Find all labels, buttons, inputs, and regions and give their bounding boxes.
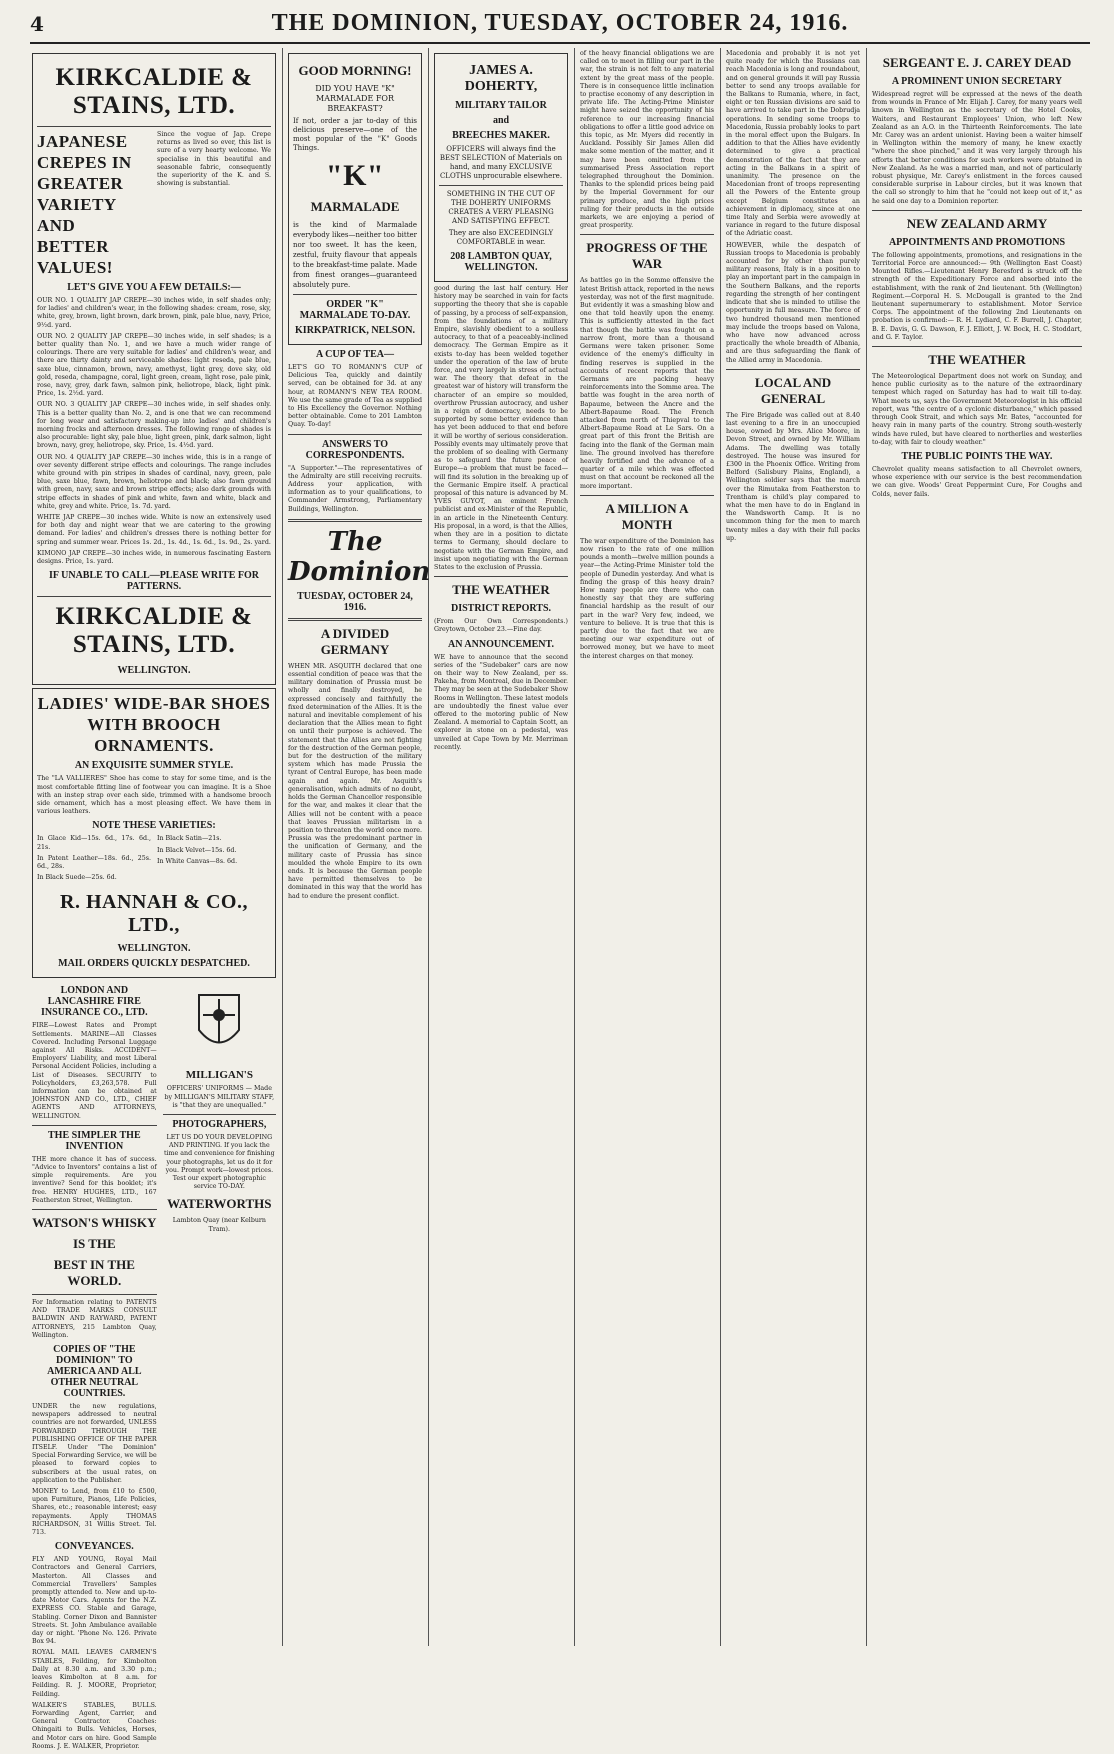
shoe-variety: In Patent Leather—18s. 6d., 25s. 6d., 28s.	[37, 854, 151, 870]
million-text: The war expenditure of the Dominion has now risen to the rate of one million pounds a month—twelve million pounds a year—the Acting-Prime Minister told the people of Dunedin yesterday. And what is finding the grasp of this heavy drain? How many people are there who can honestly say that they are suffering financial hardship as the result of our part in the war? Very few, indeed, we venture to believe. It is true that this is partly due to the fact that we are meeting our war expenditure out of borrowed money, but we have to meet the interest charges on that money.	[580, 537, 714, 660]
tailor-address: 208 LAMBTON QUAY, WELLINGTON.	[450, 251, 552, 273]
morning-question: DID YOU HAVE "K" MARMALADE FOR BREAKFAST?	[315, 84, 395, 113]
column-rule	[282, 48, 283, 1646]
photographers-text: LET US DO YOUR DEVELOPING AND PRINTING. If you lack the time and convenience for finishing your photographs, let us do it for you. Prompt work—lowest prices. Test our expert photographic service TO-DAY.	[164, 1133, 275, 1191]
crepes-intro: Since the vogue of Jap. Crepe returns as lived so ever, this list is sure of a very hearty welcome. We specialise in this beautiful and seasonable fabric, consequently the superiority of the K. and S. showing is substantial.	[157, 131, 271, 188]
hannah-location: WELLINGTON.	[117, 943, 191, 955]
article-body: Macedonia and probably it is not yet quite ready for which the Russians can reach Macedonia is long and roundabout, and on general grounds it will pay Russia better to send any troops available for the Balkans to Rumania, where, in fact, eight or ten Russian divisions are said to have arrived to take part in the Dobrudja operations. In sending some troops to Macedonia, Russia probably looks to part in the moral effect upon the Bulgars. In addition to that the Allies have evidently determined to give a practical demonstration of the fact that they are acting in the Balkans in a spirit of unanimity. The presence on the Macedonian front of troops representing all the Powers of the Entente group except Belgium constitutes an achievement in diplomacy, since at one time Italy and Serbia were avowedly at variance in regard to the future disposal of the Adriatic coast.	[726, 50, 860, 238]
invention-title: THE SIMPLER THE INVENTION	[48, 1129, 141, 1152]
divider	[288, 434, 422, 435]
million-title: A MILLION A MONTH	[605, 500, 689, 532]
waterworths-address: Lambton Quay (near Kelburn Tram).	[172, 1217, 266, 1233]
copies-text: UNDER the new regulations, newspapers addressed to neutral countries are not forwarded, UNLESS FORWARDED THROUGH THE PUBLISHING OFFICE OF THE PAPER ITSELF. Under "The Dominion" Special Forwarding Service, we will be pleased to forward copies to subscribers at the usual rates, on application to the Publisher.	[32, 1403, 157, 1484]
tailor-role: BREECHES MAKER.	[452, 130, 550, 141]
milligan-text: OFFICERS' UNIFORMS — Made by MILLIGAN'S MILITARY STAFF, is "that they are unequalled."	[164, 1085, 275, 1109]
copies-title: COPIES OF "THE DOMINION" TO AMERICA AND ALL OTHER NEUTRAL COUNTRIES.	[47, 1344, 142, 1399]
dominion-masthead: The Dominion	[288, 526, 431, 587]
k-order: ORDER "K" MARMALADE TO-DAY.	[299, 299, 411, 321]
crepes-item: OUR NO. 1 QUALITY JAP CREPE—30 inches wide, in self shades only; for ladies' and children's wear, in the following shades: cream, rose, sky, white, grey, brown, light brown, dark brown, pink, pale blue, navy, Price, 9½d. yard.	[37, 297, 271, 329]
answers-title: ANSWERS TO CORRESPONDENTS.	[305, 438, 405, 461]
progress-title: PROGRESS OF THE WAR	[586, 240, 708, 272]
hannah-mail-orders: MAIL ORDERS QUICKLY DESPATCHED.	[58, 958, 250, 970]
article-body: of the heavy financial obligations we are called on to meet in filling our part in the war, the strain is not felt to any material extent by the great mass of the people. There is in consequence little inclination to practise economy of any description in private life. The Acting-Prime Minister might have seized the opportunity of his reference to our increasing financial obligations to offer a little good advice on this topic, as Mr. Myers did recently in Auckland. Possibly Sir James Allen did make some mention of the matter, and it may have been omitted from the summarised Press Association report telegraphed throughout the Dominion. Thanks to the splendid prices being paid by the Imperial Government for our primary produce, and the high prices ruling for their products in the outside markets, we are enjoying a period of great prosperity.	[580, 50, 714, 230]
shoes-note: NOTE THESE VARIETIES:	[92, 820, 216, 832]
whisky-line: WATSON'S WHISKY	[32, 1214, 157, 1230]
shoe-variety: In Glace Kid—15s. 6d., 17s. 6d., 21s.	[37, 835, 151, 851]
divider	[872, 346, 1082, 347]
shoe-variety: In White Canvas—8s. 6d.	[157, 857, 238, 865]
answers-text: "A Supporter."—The representatives of the Admiralty are still receiving recruits. Address your application, with information as to your qualifications, to Commander Armstrong, Parliamentary Buildings, Wellington.	[288, 464, 422, 513]
whisky-line: IS THE	[72, 1235, 116, 1251]
crepes-item: KIMONO JAP CREPE—30 inches wide, in numerous fascinating Eastern designs. Price, 1s. yard.	[37, 549, 271, 566]
conveyances-title: CONVEYANCES.	[54, 1541, 134, 1553]
divider	[288, 519, 422, 522]
masthead	[30, 8, 1090, 44]
doherty-ad	[434, 53, 568, 282]
crepes-item: WHITE JAP CREPE—30 inches wide. White is now an extensively used for both day and night wear that we are catering to the growing demand. For ladies' and children's dresses there is nothing better for spring and summer wear. Prices 1s. 2d., 1s. 4d., 1s. 6d., 1s. 9d., 2s. yard.	[37, 514, 271, 546]
divider	[434, 576, 568, 577]
patents-text: For Information relating to PATENTS AND TRADE MARKS CONSULT BALDWIN AND RAYWARD, PATENT ATTORNEYS, 215 Lambton Quay, Wellington.	[32, 1298, 157, 1339]
k-maker: KIRKPATRICK, NELSON.	[295, 325, 415, 336]
pointer-title: THE PUBLIC POINTS THE WAY.	[901, 450, 1053, 462]
k-name: MARMALADE	[310, 199, 400, 214]
column-rule	[866, 48, 867, 1646]
column-rule	[574, 48, 575, 1646]
divider	[293, 294, 417, 295]
milligan-title: MILLIGAN'S	[185, 1069, 253, 1082]
divider	[163, 1114, 276, 1115]
crepes-subhead: LET'S GIVE YOU A FEW DETAILS:—	[67, 282, 241, 293]
tailor-role: and	[492, 115, 510, 126]
army-subtitle: APPOINTMENTS AND PROMOTIONS	[888, 236, 1066, 248]
morning-title: GOOD MORNING!	[298, 63, 412, 78]
progress-text: As battles go in the Somme offensive the latest British attack, reported in the news yesterday, was not of the first magnitude. But evidently it was a smashing blow and one that told heavily upon the enemy. This is sufficiently attested in the fact that though the battle was fought on a narrow front, more than a thousand Germans were taken prisoner. Some evidence of the enemy's difficulty in finding reserves is supplied in the accounts of recent reports that the Germans are packing heavy reinforcements into the Somme area. The battle was fought in the area north of Bapaume, between the Ancre and the Albert-Bapaume Road. The French attacked from north of Thiepval to the Albert-Bapaume Road at Le Sars. On a great part of this front the British are facing into the flank of the German main line. The ground involved has therefore heavily fortified and the advance of a quarter of a mile which was effected must on that account be reckoned all the more important.	[580, 277, 714, 490]
column-6	[868, 50, 1086, 1646]
divider	[32, 1125, 157, 1126]
tailor-text: OFFICERS will always find the BEST SELECTION of Materials on hand, and many EXCLUSIVE CLOTHS unprocurable elsewhere.	[439, 145, 563, 180]
tailor-role: MILITARY TAILOR	[455, 100, 547, 111]
marmalade-ad	[288, 53, 422, 345]
edition-date: TUESDAY, OCTOBER 24, 1916.	[297, 590, 413, 613]
whisky-line: BEST IN THE WORLD.	[53, 1256, 135, 1288]
shoe-variety: In Black Satin—21s.	[157, 835, 222, 843]
article-body: WHEN MR. ASQUITH declared that one essential condition of peace was that the military domination of Prussia must be wholly and finally destroyed, he expressed concisely and faithfully the fixed determination of the Allies. It is the natural and inevitable complement of his declaration that the Allies mean to fight on until their purpose is achieved. The statement that the Allies are not fighting for the destruction of the German people, but for the destruction of the military system which has made Prussia the tyrant of Central Europe, has been made again and again. Mr. Asquith's generalisation, which admits of no doubt, holds the German Chancellor responsible for the war, and makes it clear that the Allies will not be content with a peace that leaves Prussian militarism in a position to threaten the world once more. Prussia was the predominant partner in the unification of Germany, and the military caste of Prussia has since moulded the whole Empire to its own ends. It is because the German people have permitted themselves to be dominated in this way that the world has had to endure the present conflict.	[288, 662, 422, 900]
conveyances-text: FLY AND YOUNG, Royal Mail Contractors and General Carriers, Masterton. All Classes and Commercial Travellers' Samples promptly attended to. New and up-to-date Motor Cars. Agents for the N.Z. EXPRESS CO. Stable and Garage, Stabling. Corner Dixon and Bannister Streets. St. John Ambulance available day or night. 'Phone No. 126. Private Box 94.	[32, 1556, 157, 1646]
column-rule	[720, 48, 721, 1646]
column-3	[430, 50, 572, 1646]
waterworths-title: WATERWORTHS	[167, 1196, 272, 1212]
morning-text: If not, order a jar to-day of this delicious preserve—one of the most popular of the "K" Goods Things.	[293, 117, 417, 152]
column-4	[576, 50, 718, 1646]
brand-location: WELLINGTON.	[117, 665, 191, 677]
tailor-text: SOMETHING IN THE CUT OF THE DOHERTY UNIFORMS CREATES A VERY PLEASING AND SATISFYING EFFECT.	[446, 190, 556, 225]
newspaper-title: THE DOMINION, TUESDAY, OCTOBER 24, 1916.	[271, 10, 849, 36]
k-logo: "K"	[325, 159, 385, 192]
divider	[32, 1209, 157, 1210]
article-title: A DIVIDED GERMANY	[320, 625, 390, 657]
local-text: The Fire Brigade was called out at 8.40 last evening to a fire in an unoccupied house, owned by Mrs. Alice Moore, in Devon Street, and owned by Mr. William Adams. The dwelling was totally destroyed. The house was insured for £300 in the Phoenix Office. Writing from Belford (Salisbury Plains, England), a Wellington soldier says that the march over the Rimutaka from Featherston to Trentham is child's play compared to what the men have to do in England in the Wandsworth Camp. It is no uncommon thing for the men to march twenty miles a day with their full packs up.	[726, 411, 860, 542]
column-rule	[428, 48, 429, 1646]
shoes-headline: LADIES' WIDE-BAR SHOES WITH BROOCH ORNAMENTS.	[37, 694, 271, 756]
column-2	[284, 50, 431, 1646]
shoes-subhead: AN EXQUISITE SUMMER STYLE.	[74, 760, 234, 772]
announcement-title: AN ANNOUNCEMENT.	[448, 638, 554, 650]
weather-notice-title: THE WEATHER	[452, 582, 550, 598]
divider	[32, 1294, 157, 1295]
army-title: NEW ZEALAND ARMY	[906, 215, 1048, 231]
photographers-title: PHOTOGRAPHERS,	[172, 1118, 267, 1130]
divider	[872, 210, 1082, 211]
divider	[439, 185, 563, 186]
divider	[580, 495, 714, 496]
page-number: 4	[30, 12, 44, 36]
divider	[37, 126, 271, 127]
weather-notice-sub: DISTRICT REPORTS.	[450, 603, 552, 615]
crepes-item: OUR NO. 4 QUALITY JAP CREPE—30 inches wide, this is in a range of over seventy different stripe effects and colourings. The range includes white ground with pin stripes in shades of cardinal, navy, green, pale blue, saxe blue, fawn, brown, heliotrope and black; also fawn ground with green, navy, saxe and brown stripe effects; also dark grounds with stripe effects in shades of pink and white, fawn and white, black and white, grey and white. Price, 1s. 7d. yard.	[37, 453, 271, 510]
shoe-variety: In Black Velvet—15s. 6d.	[157, 846, 237, 854]
weather-notice-text: (From Our Own Correspondents.) Greytown, October 23.—Fine day.	[434, 618, 568, 634]
local-title: LOCAL AND GENERAL	[754, 374, 832, 406]
crepes-item: OUR NO. 3 QUALITY JAP CREPE—30 inches wide, in self shades only. This is a better quality than No. 2, and is one that we can recommend for long wear and satisfactory making-up into ladies' and children's morning frocks and afternoon dresses. The following range of shades is also procurable: light sky, pale blue, light green, pink, dark salmon, light brown, navy, grey, heliotrope, sky. Price, 1s. 4½d. yard.	[37, 401, 271, 450]
tailor-name: JAMES A. DOHERTY,	[464, 63, 538, 94]
insurance-text: FIRE—Lowest Rates and Prompt Settlements. MARINE—All Classes Covered. Including Personal Luggage against All Risks. ACCIDENT—Employers' Liability, and most Liberal Personal Accident Policies, including a List of Diseases. SECURITY to Policyholders, £3,263,578. Full information can be obtained at JOHNSTON AND CO., LTD., CHIEF AGENTS AND ATTORNEYS, WELLINGTON.	[32, 1022, 157, 1120]
crepes-headline: JAPANESE CREPES IN GREATER VARIETY AND BETTER VALUES!	[37, 132, 132, 277]
tea-text: LET'S GO TO ROMANN'S CUP of Delicious Tea, quickly and daintily served, can be obtained for 3d. at any hour, at ROMANN'S NEW TEA ROOM. We use the same grade of Tea as supplied to His Excellency the Governor. Nothing better obtainable. Come to 201 Lambton Quay. To-day!	[288, 364, 422, 429]
money-text: MONEY to Lend, from £10 to £500, upon Furniture, Pianos, Life Policies, Shares, etc.; reasonable interest; easy repayments. Apply THOMAS RICHARDSON, 31 Willis Street. Tel. 713.	[32, 1488, 157, 1537]
crepes-footer: IF UNABLE TO CALL—PLEASE WRITE FOR PATTERNS.	[49, 570, 259, 593]
carey-subtitle: A PROMINENT UNION SECRETARY	[891, 76, 1063, 87]
brand-title: KIRKCALDIE & STAINS, LTD.	[55, 603, 253, 659]
pointer-text: Chevrolet quality means satisfaction to all Chevrolet owners, whose experience with our service is the best recommendation we can give. Woods' Great Peppermint Cure, For Coughs and Colds, never fails.	[872, 465, 1082, 498]
article-body: good during the last half century. Her history may be searched in vain for facts supporting the theory that she is capable of passing, by a process of self-expansion, from the foundations of a military Empire, slavishly obedient to a soulless autocracy, to that of a peaceably-inclined democracy. The German Empire as it exists to-day has been welded together under the operation of the law of brute force, and very largely in stress of actual war. The theory that defeat in the greatest war of history will transform the character of an empire so moulded, overthrow Prussian autocracy, and usher in a reign of democracy, needs to be supported by some better evidence than has yet been adduced to that end before it will be worthy of serious consideration. Possibly events may ultimately prove that the problem of so dealing with Germany as to safeguard the future peace of Europe—a problem that must be faced—will find its solution in the breaking up of the Germanic Empire itself. A practical proposal of this nature is advanced by M. YVES GUYOT, an eminent French publicist and ex-Minister of the Republic, in an article in the Nineteenth Century. His proposal, in a word, is that the Allies, when they are in a position to dictate terms to Germany, should declare to negotiate with the German Empire, and insist upon negotiating with the German States to the exclusion of Prussia.	[434, 285, 568, 571]
announcement-text: WE have to announce that the second series of the "Sudebaker" cars are now on their way to New Zealand, per ss. Pakeha, from Montreal, due in December. They may be seen at the Sudebaker Show Rooms in Wellington. These latest models are undoubtedly the finest value ever offered to the motoring public of New Zealand. A memorial to Captain Scott, an explorer in stone on a pedestal, was unveiled at Cape Town by Mr. Merriman recently.	[434, 653, 568, 751]
divider	[580, 234, 714, 235]
divider	[726, 369, 860, 370]
brand-title: KIRKCALDIE & STAINS, LTD.	[55, 64, 253, 119]
shoes-text: The "LA VALLIERES" Shoe has come to stay for some time, and is the most comfortable fitting line of footwear you can imagine. It is a Shoe with an instep strap over each side, trimmed with a handsome brooch side ornament, which has a most pleasing effect. We have them in various leathers.	[37, 775, 271, 816]
column-1	[28, 50, 280, 1750]
carey-text: Widespread regret will be expressed at the news of the death from wounds in France of Mr. Elijah J. Carey, for many years well known in Wellington as the secretary of the Hotel Cooks, Waiters, and Restaurant Employees' Union, who left New Zealand as an A.O. in the Thirteenth Reinforcements. The late Mr. Carey was an ardent unionist. Having been a waiter himself in Wellington within the memory of many, he knew exactly "where the shoe pinched," and it was very largely through his efforts that better conditions for such workers were obtained in New Zealand. As he was a married man, and not of particularly robust physique, Mr. Carey's enlistment in the forces caused considerable surprise in Labour circles, but it was known that the call so strongly to him that he "could not keep out of it," as he said one day to a Dominion reporter.	[872, 91, 1082, 205]
crest-icon	[189, 985, 249, 1065]
shoe-variety: In Black Suede—25s. 6d.	[37, 874, 117, 882]
royal-mail-text: ROYAL MAIL LEAVES CARMEN'S STABLES, Feilding, for Kimbolton Daily at 8.30 a.m. and 3.30 p.m.; leaves Kimbolton at 8 a.m. for Feilding. R. J. MOORE, Proprietor, Feilding.	[32, 1649, 157, 1698]
divider	[37, 596, 271, 597]
tea-title: A CUP OF TEA—	[315, 349, 395, 360]
insurance-title: LONDON AND LANCASHIRE FIRE INSURANCE CO., LTD.	[41, 985, 148, 1019]
k-text: is the kind of Marmalade everybody likes—neither too bitter nor too sweet. It has the keen, zestful, fruity flavour that appeals to the breakfast-time palate. Made from finest oranges—guaranteed absolutely pure.	[293, 221, 417, 289]
crepes-item: OUR NO. 2 QUALITY JAP CREPE—30 inches wide, in self shades; is a better quality than No. 1, and we have a much wider range of colourings. There are very suitable for ladies' and children's wear, and there are thirty dainty and serviceable shades: light reseda, pale blue, saxe blue, cinnamon, brown, navy, amethyst, light grey, dove sky, old gold, reseda, champagne, coral, light green, cream, light rose, pale pink, rose, navy, grey, dark fawn, salmon pink, heliotrope, black, light pink. Price, 1s. 2½d. yard.	[37, 332, 271, 398]
divider	[288, 618, 422, 621]
carey-title: SERGEANT E. J. CAREY DEAD	[882, 55, 1072, 70]
tailor-text: They are also EXCEEDINGLY COMFORTABLE in wear.	[448, 229, 554, 246]
column-5	[722, 50, 864, 1646]
invention-text: THE more chance it has of success. "Advice to Inventors" contains a list of simple requirements. Are you inventive? Send for this booklet; it's free. HENRY HUGHES, LTD., 167 Featherston Street, Wellington.	[32, 1155, 157, 1204]
kirkcaldie-crepes-ad	[32, 53, 276, 685]
hannah-brand: R. HANNAH & CO., LTD.,	[60, 891, 248, 937]
article-body: HOWEVER, while the despatch of Russian troops to Macedonia is probably accounted for by other than purely military reasons, Italy is in a position to play an important part in the campaign in the Southern Balkans, and the reports regarding the strength of her contingent indicate that she is minded to utilise the opportunity in full measure. The force of two hundred thousand men mentioned may include the troops based on Valona, who have now advanced across practically the whole breadth of Albania, and are thus safeguarding the flank of the Allied army in Macedonia.	[726, 241, 860, 364]
weather-title: THE WEATHER	[928, 352, 1026, 368]
hannah-shoes-ad	[32, 688, 276, 978]
army-text: The following appointments, promotions, and resignations in the Territorial Force are announced:— 9th (Wellington East Coast) Mounted Rifles.—Lieutenant Henry Beresford is struck off the strength of the Expeditionary Force and absorbed into the establishment, with the rank of 2nd lieutenant. 5th (Wellington) Regiment.—Corporal H. S. McDougall is granted to the 2nd lieutenant supernumerary to establishment. Motor Service Corps. The appointment of the following 2nd Lieutenants on probation is confirmed:— R. H. Lydiard, C. F. Burrell, J. Chapter, B. E. Davis, G. G. Dawson, F. J. Elliott, J. W. Bock, H. C. Stoddart, and G. F. Taylor.	[872, 251, 1082, 341]
walker-text: WALKER'S STABLES, BULLS. Forwarding Agent, Carrier, and General Contractor. Coaches: Ohingaiti to Bulls. Vehicles, Horses, and Motor cars on hire. Good Sample Rooms. J. E. WALKER, Proprietor.	[32, 1701, 157, 1750]
weather-text: The Meteorological Department does not work on Sunday, and hence public curiosity as to the nature of the extraordinary tempest which raged on Saturday has had to wait till to-day. What meets us, says the Government Meteorologist in his official report, was "the centre of a cyclonic disturbance," which passed through Cook Strait, and which says Mr. Bates, "accounted for heavy rain in many parts of the country. Strong south-westerly winds have ruled, but have cleared to northerlies and westerlies to-day, with fair to cloudy weather."	[872, 373, 1082, 446]
